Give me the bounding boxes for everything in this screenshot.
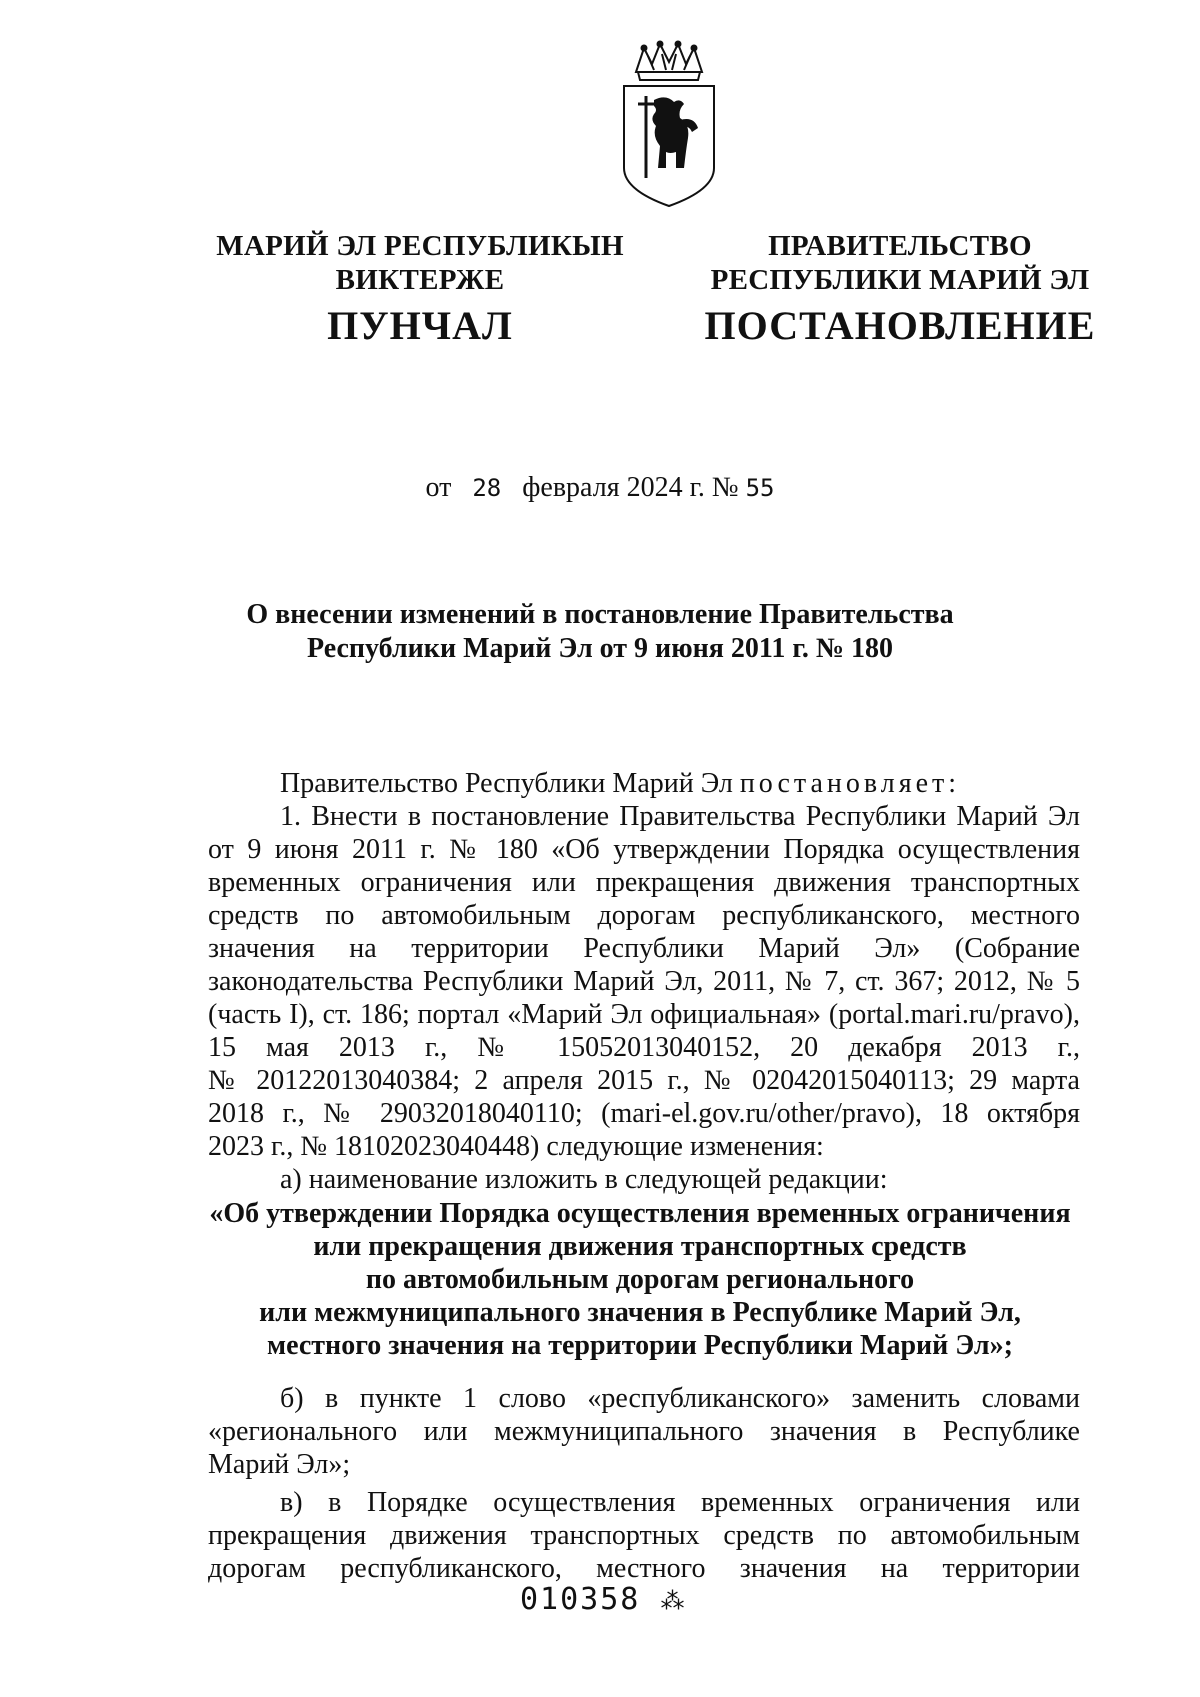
date-prefix: от: [425, 472, 452, 503]
document-serial-number: [520, 1582, 684, 1617]
title-line: Республики Марий Эл от 9 июня 2011 г. № 180: [306, 633, 894, 664]
header-left-doc-type: ПУНЧАЛ: [327, 303, 513, 348]
body-line: временных ограничения или прекращения движения транспортных: [208, 867, 1080, 898]
asterism-icon: ⁂: [660, 1587, 685, 1615]
body-item-v: [208, 1486, 1080, 1585]
body-line: в) в Порядке осуществления временных ограничения или: [280, 1487, 1080, 1518]
date-line: [0, 472, 1200, 504]
title-line: О внесении изменений в постановление Правительства: [246, 599, 954, 630]
header-right-line2: РЕСПУБЛИКИ МАРИЙ ЭЛ: [710, 264, 1090, 296]
body-line: законодательства Республики Марий Эл, 2011, № 7, ст. 367; 2012, № 5: [208, 966, 1080, 997]
body-line: средств по автомобильным дорогам республиканского, местного: [208, 900, 1080, 931]
quoted-new-title: [200, 1197, 1080, 1362]
body-paragraph-1: [208, 767, 1080, 1196]
body-line: прекращения движения транспортных средств по автомобильным: [208, 1520, 1080, 1551]
coat-of-arms-icon: [614, 40, 724, 210]
header-right-doc-type: ПОСТАНОВЛЕНИЕ: [704, 303, 1096, 348]
item-a: а) наименование изложить в следующей редакции:: [280, 1164, 888, 1195]
date-number: 55: [745, 474, 775, 502]
quote-line: «Об утверждении Порядка осуществления временных ограничения: [209, 1198, 1071, 1229]
body-line: дорогам республиканского, местного значения на территории: [208, 1553, 1080, 1584]
body-line: 1. Внести в постановление Правительства Республики Марий Эл: [280, 801, 1080, 832]
body-line: Марий Эл»;: [208, 1449, 351, 1480]
body-line: «регионального или межмуниципального значения в Республике: [208, 1416, 1080, 1447]
serial-digits: 010358: [520, 1582, 641, 1617]
body-line: (часть I), ст. 186; портал «Марий Эл официальная» (portal.mari.ru/pravo),: [208, 999, 1080, 1030]
quote-line: или межмуниципального значения в Республике Марий Эл,: [259, 1297, 1021, 1328]
body-line: 2023 г., № 18102023040448) следующие изменения:: [208, 1131, 824, 1162]
body-line: от 9 июня 2011 г. № 180 «Об утверждении Порядка осуществления: [208, 834, 1080, 865]
body-line: б) в пункте 1 слово «республиканского» заменить словами: [280, 1383, 1080, 1414]
body-line: 2018 г., № 29032018040110; (mari-el.gov.ru/other/pravo), 18 октября: [208, 1098, 1080, 1129]
document-title: [200, 598, 1000, 666]
body-line: 15 мая 2013 г., № 15052013040152, 20 декабря 2013 г.,: [208, 1032, 1080, 1063]
header-right-line1: ПРАВИТЕЛЬСТВО: [768, 230, 1032, 262]
header-left-line2: ВИКТЕРЖЕ: [335, 264, 505, 296]
intro-verb: постановляет:: [739, 768, 961, 799]
intro-text: Правительство Республики Марий Эл: [280, 768, 733, 799]
quote-line: местного значения на территории Республики Марий Эл»;: [267, 1330, 1013, 1361]
date-rest: февраля 2024 г. №: [522, 472, 739, 503]
body-line: № 20122013040384; 2 апреля 2015 г., № 02042015040113; 29 марта: [208, 1065, 1080, 1096]
body-item-b: [208, 1382, 1080, 1481]
header-left-line1: МАРИЙ ЭЛ РЕСПУБЛИКЫН: [216, 230, 624, 262]
quote-line: по автомобильным дорогам регионального: [365, 1264, 915, 1295]
quote-line: или прекращения движения транспортных средств: [313, 1231, 967, 1262]
intro-line: [208, 767, 1080, 800]
date-day: 28: [472, 474, 502, 502]
body-line: значения на территории Республики Марий Эл» (Собрание: [208, 933, 1080, 964]
